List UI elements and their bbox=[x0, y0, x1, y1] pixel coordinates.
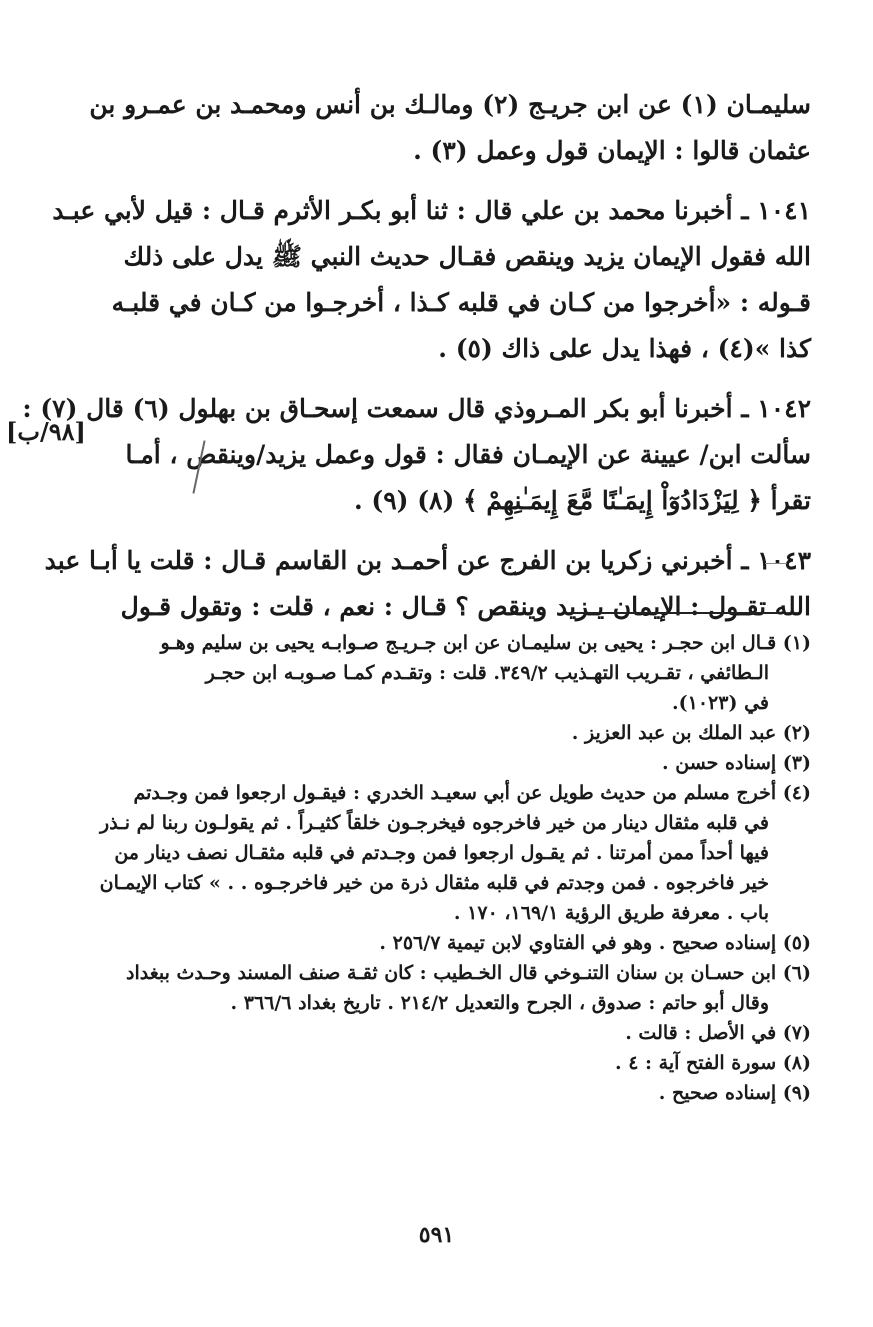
margin-dash bbox=[765, 563, 787, 564]
footnotes bbox=[81, 628, 811, 1108]
text-line: سليمـان (١) عن ابن جريـج (٢) ومالـك بن أنس ومحمـد بن عمـرو بن bbox=[89, 90, 811, 119]
footnote-line: (٨) سورة الفتح آية : ٤ . bbox=[614, 1052, 811, 1074]
footnote-6 bbox=[81, 958, 811, 1018]
footnote-1 bbox=[81, 628, 811, 718]
footnote-line: (٦) ابن حسـان بن سنان التنـوخي قال الخـطيب : كان ثقـة صنف المسند وحـدث ببغداد bbox=[126, 962, 811, 984]
footnote-line: الـطائفي ، تقـريب التهـذيب ٣٤٩/٢. قلت : وتقـدم كمـا صـوبـه ابن حجـر bbox=[205, 662, 769, 684]
text-line: سألت ابن/ عيينة عن الإيمـان فقال : قول وعمل يزيد/وينقص ، أمـا bbox=[125, 440, 811, 469]
text-line: كذا »(٤) ، فهذا يدل على ذاك (٥) . bbox=[438, 334, 811, 363]
footnote-line: (٤) أخرج مسلم من حديث طويل عن أبي سعيـد الخدري : فيقـول ارجعوا فمن وجـدتم bbox=[133, 782, 811, 804]
footnote-line: (٧) في الأصل : قالت . bbox=[625, 1022, 811, 1044]
paragraph-continuation bbox=[91, 82, 811, 174]
footnote-line: (٥) إسناده صحيح . وهو في الفتاوي لابن تيمية ٢٥٦/٧ . bbox=[379, 932, 811, 954]
footnote-2 bbox=[81, 718, 811, 748]
footnote-divider bbox=[571, 612, 781, 614]
page-number: ٥٩١ bbox=[418, 1222, 455, 1248]
text-line: قـوله : «أخرجوا من كـان في قلبه كـذا ، أخرجـوا من كـان في قلبـه bbox=[111, 288, 811, 317]
footnote-line: فيها أحداً ممن أمرتنا . ثم يقـول ارجعوا فمن وجـدتم في قلبه مثقـال نصف دينار من bbox=[114, 842, 769, 864]
footnote-line: خير فاخرجوه . فمن وجدتم في قلبه مثقال ذرة من خير فاخرجـوه . . » كتاب الإيمـان bbox=[99, 872, 769, 894]
text-line: الله تقـول : الإيمان يـزيد وينقص ؟ قـال : نعم ، قلت : وتقول قـول bbox=[120, 592, 811, 621]
paragraph-1043 bbox=[44, 538, 811, 630]
footnote-line: (٩) إسناده صحيح . bbox=[658, 1082, 811, 1104]
footnote-5 bbox=[81, 928, 811, 958]
footnote-line: (٢) عبد الملك بن عبد العزيز . bbox=[571, 722, 811, 744]
footnote-line: وقال أبو حاتم : صدوق ، الجرح والتعديل ٢١٤/٢ . تاريخ بغداد ٣٦٦/٦ . bbox=[230, 992, 769, 1014]
manuscript-folio-marker: [٩٨/ب] bbox=[6, 417, 86, 446]
footnote-line: (١) قـال ابن حجـر : يحيى بن سليمـان عن ابن جـريـج صـوابـه يحيى بن سليم وهـو bbox=[160, 632, 811, 654]
paragraph-1041 bbox=[52, 188, 811, 372]
text-line: ١٠٤٢ ـ أخبرنا أبو بكر المـروذي قال سمعت إسحـاق بن بهلول (٦) قال (٧) : bbox=[22, 394, 811, 423]
footnote-line: في (١٠٢٣). bbox=[672, 692, 769, 714]
footnote-line: باب . معرفة طريق الرؤية ١٦٩/١، ١٧٠ . bbox=[453, 902, 769, 924]
footnote-4 bbox=[81, 778, 811, 928]
text-line: عثمان قالوا : الإيمان قول وعمل (٣) . bbox=[413, 136, 811, 165]
text-line: الله فقول الإيمان يزيد وينقص فقـال حديث النبي ﷺ يدل على ذلك bbox=[123, 242, 811, 271]
text-line: ١٠٤٣ ـ أخبرني زكريا بن الفرج عن أحمـد بن القاسم قـال : قلت يا أبـا عبد bbox=[44, 546, 811, 575]
footnote-line: (٣) إسناده حسن . bbox=[662, 752, 811, 774]
quran-verse-line: تقرأ ﴿ لِيَزْدَادُوٓاْ إِيمَـٰنًا مَّعَ إِيمَـٰنِهِمْ ﴾ (٨) (٩) . bbox=[353, 486, 811, 515]
footnote-3 bbox=[81, 748, 811, 778]
footnote-9 bbox=[81, 1078, 811, 1108]
footnote-line: في قلبه مثقال دينار من خير فاخرجوه فيخرجـون خلقاً كثيـراً . ثم يقولـون ربنا لم نـذر bbox=[100, 812, 769, 834]
footnote-7 bbox=[81, 1018, 811, 1048]
text-line: ١٠٤١ ـ أخبرنا محمد بن علي قال : ثنا أبو بكـر الأثرم قـال : قيل لأبي عبـد bbox=[52, 196, 811, 225]
footnote-8 bbox=[81, 1048, 811, 1078]
